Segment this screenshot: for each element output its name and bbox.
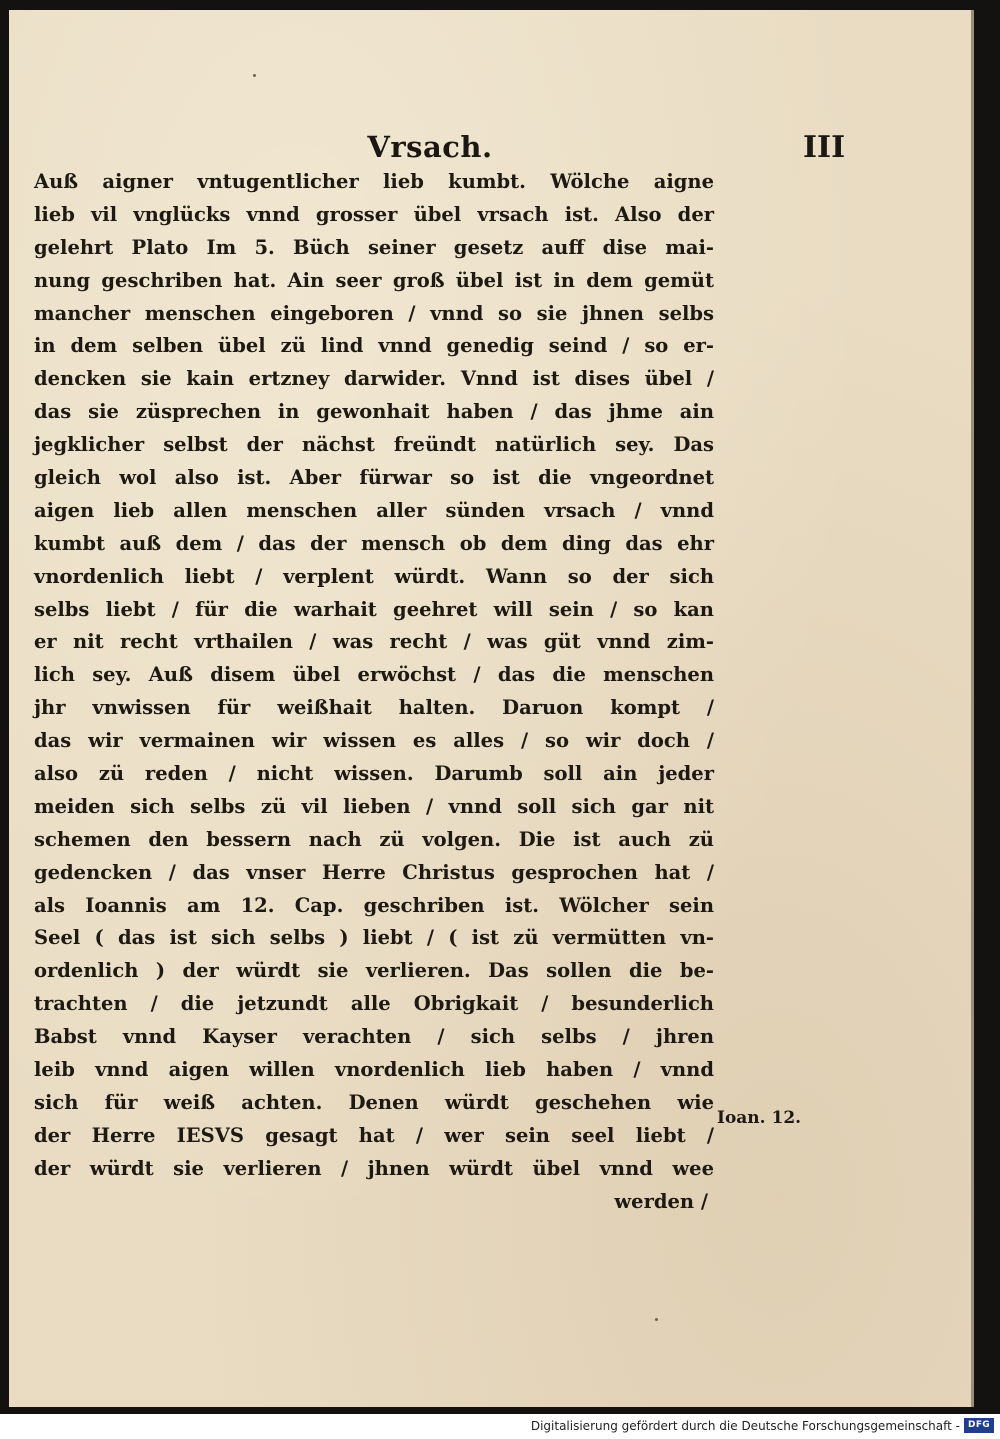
text-line-last: werden / [614,1189,708,1213]
text-line: Babst vnnd Kayser verachten / sich selbs / jhren [34,1025,714,1049]
text-line: lich sey. Auß disem übel erwöchst / das die menschen [34,663,714,687]
text-line: meiden sich selbs zü vil lieben / vnnd soll sich gar nit [34,794,714,818]
text-line: gleich wol also ist. Aber fürwar so ist die vngeordnet [34,466,714,490]
text-line: leib vnnd aigen willen vnordenlich lieb haben / vnnd [34,1058,714,1082]
text-line: in dem selben übel zü lind vnnd genedig seind / so er- [34,334,714,358]
text-line: jhr vnwissen für weißhait halten. Daruon kompt / [34,696,714,720]
text-line: also zü reden / nicht wissen. Darumb soll ain jeder [34,762,714,786]
text-line: gedencken / das vnser Herre Christus gesprochen hat / [34,860,714,884]
text-line: Auß aigner vntugentlicher lieb kumbt. Wölche aigne [34,170,714,193]
text-line: das wir vermainen wir wissen es alles / so wir doch / [34,729,714,753]
text-line: als Ioannis am 12. Cap. geschriben ist. Wölcher sein [34,893,714,917]
text-line: selbs liebt / für die warhait geehret will sein / so kan [34,597,714,621]
text-line: Seel ( das ist sich selbs ) liebt / ( ist zü vermütten vn- [34,926,714,950]
body-text [34,166,714,1219]
text-line: aigen lieb allen menschen aller sünden vrsach / vnnd [34,498,714,522]
footer-bar [0,1414,1000,1439]
text-line: der würdt sie verlieren / jhnen würdt übel vnnd wee [34,1156,714,1180]
text-line: schemen den bessern nach zü volgen. Die ist auch zü [34,827,714,851]
text-line: mancher menschen eingeboren / vnnd so sie jhnen selbs [34,301,714,325]
text-line: lieb vil vnglücks vnnd grosser übel vrsach ist. Also der [34,202,714,226]
running-head: Vrsach. [367,130,493,164]
marginal-note: Ioan. 12. [717,1108,802,1128]
text-line: jegklicher selbst der nächst freündt natürlich sey. Das [34,433,714,457]
ink-speck [253,74,256,77]
text-line: der Herre IESVS gesagt hat / wer sein seel liebt / [34,1123,714,1147]
text-line: nung geschriben hat. Ain seer groß übel ist in dem gemüt [34,268,714,292]
text-line: gelehrt Plato Im 5. Büch seiner gesetz auff dise mai- [34,235,714,259]
dfg-logo: DFG [964,1418,994,1433]
folio-number: III [803,130,846,165]
text-line: ordenlich ) der würdt sie verlieren. Das sollen die be- [34,959,714,983]
funding-credit: Digitalisierung gefördert durch die Deutsche Forschungsgemeinschaft - [530,1419,960,1433]
ink-speck [655,1318,658,1321]
text-line: sich für weiß achten. Denen würdt geschehen wie [34,1090,714,1114]
text-line: das sie züsprechen in gewonhait haben / das jhme ain [34,400,714,424]
text-line: vnordenlich liebt / verplent würdt. Wann so der sich [34,564,714,588]
page-edge [971,10,974,1407]
text-line: er nit recht vrthailen / was recht / was güt vnnd zim- [34,630,714,654]
text-line: dencken sie kain ertzney darwider. Vnnd ist dises übel / [34,367,714,391]
text-line: trachten / die jetzundt alle Obrigkait / besunderlich [34,992,714,1016]
text-line: kumbt auß dem / das der mensch ob dem ding das ehr [34,531,714,555]
